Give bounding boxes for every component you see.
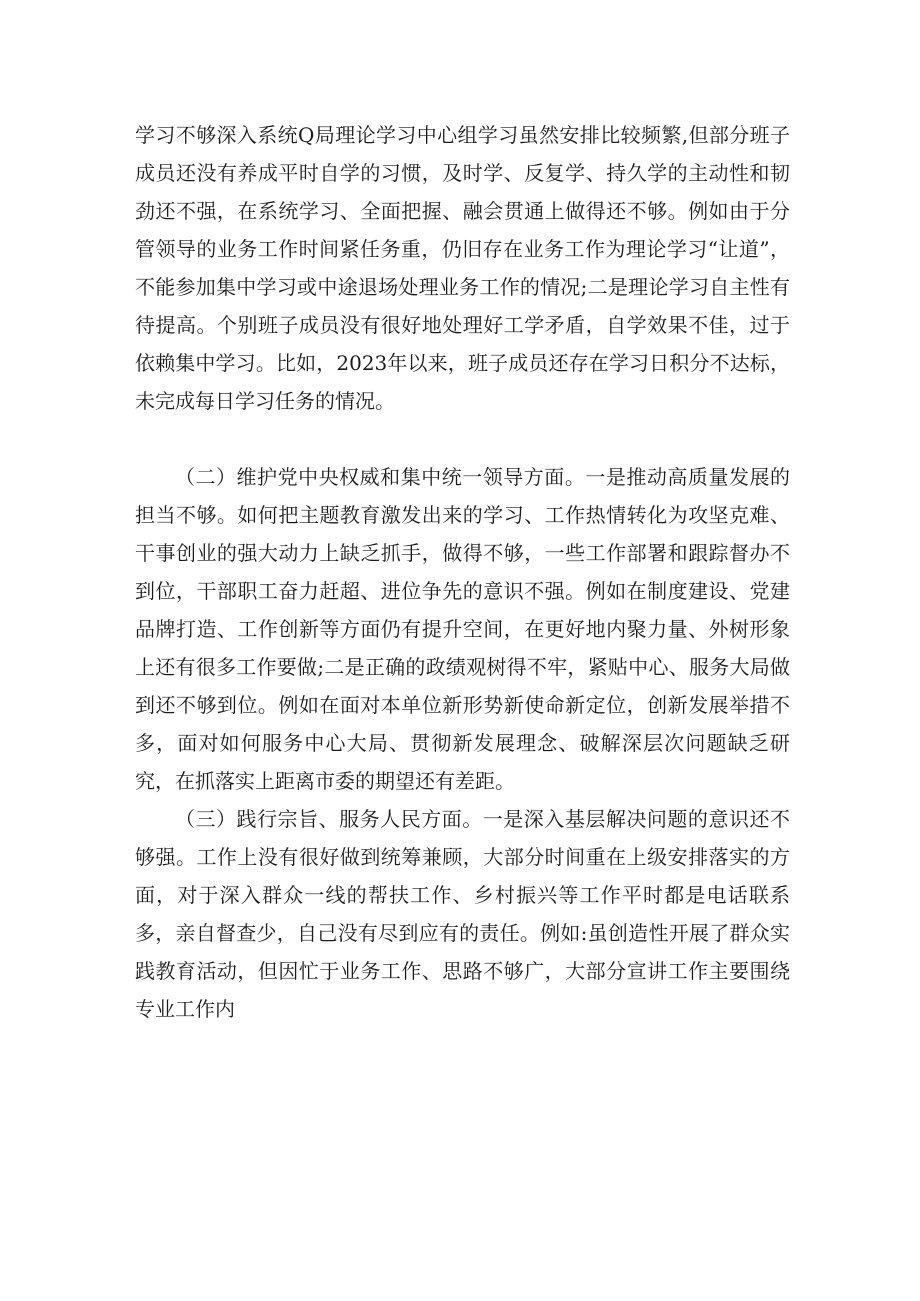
paragraph-spacer (135, 420, 790, 458)
document-body (135, 116, 790, 1028)
paragraph-3: （三）践行宗旨、服务人民方面。一是深入基层解决问题的意识还不够强。工作上没有很好做到统筹兼顾，大部分时间重在上级安排落实的方面，对于深入群众一线的帮扶工作、乡村振兴等工作平时都是电话联系多，亲自督查少，自己没有尽到应有的责任。例如:虽创造性开展了群众实践教育活动，但因忙于业务工作、思路不够广，大部分宣讲工作主要围绕专业工作内 (135, 807, 790, 1021)
paragraph-1: 学习不够深入系统Q局理论学习中心组学习虽然安排比较频繁,但部分班子成员还没有养成平时自学的习惯，及时学、反复学、持久学的主动性和韧劲还不强，在系统学习、全面把握、融会贯通上做得还不够。例如由于分管领导的业务工作时间紧任务重，仍旧存在业务工作为理论学习“让道”，不能参加集中学习或中途退场处理业务工作的情况;二是理论学习自主性有待提高。个别班子成员没有很好地处理好工学矛盾，自学效果不佳，过于依赖集中学习。比如，2023年以来，班子成员还存在学习日积分不达标，未完成每日学习任务的情况。 (135, 123, 790, 413)
paragraph-2: （二）维护党中央权威和集中统一领导方面。一是推动高质量发展的担当不够。如何把主题教育激发出来的学习、工作热情转化为攻坚克难、干事创业的强大动力上缺乏抓手，做得不够，一些工作部署和跟踪督办不到位，干部职工奋力赶超、进位争先的意识不强。例如在制度建设、党建品牌打造、工作创新等方面仍有提升空间，在更好地内聚力量、外树形象上还有很多工作要做;二是正确的政绩观树得不牢，紧贴中心、服务大局做到还不够到位。例如在面对本单位新形势新使命新定位，创新发展举措不多，面对如何服务中心大局、贯彻新发展理念、破解深层次问题缺乏研究，在抓落实上距离市委的期望还有差距。 (135, 465, 790, 793)
